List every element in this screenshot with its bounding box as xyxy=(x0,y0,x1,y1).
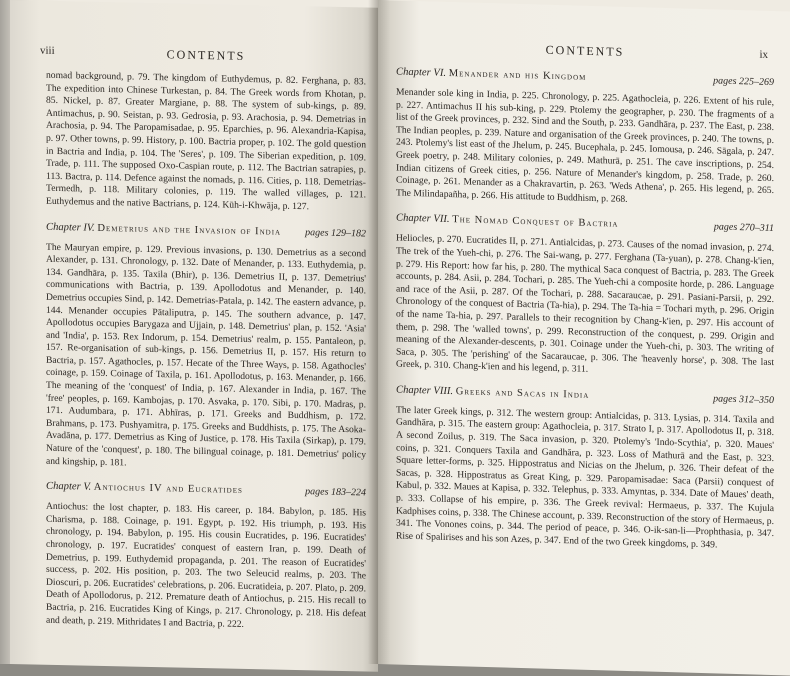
chapter-v-title: Antiochus IV and Eucratides xyxy=(93,481,243,497)
chapter-vi-pages: pages 225–269 xyxy=(713,75,774,89)
running-head-right xyxy=(396,39,774,65)
running-head-left xyxy=(40,44,366,67)
chapter-vii-pages: pages 270–311 xyxy=(713,221,774,235)
chapter-vi-label: Chapter VI. xyxy=(396,66,447,79)
chapter-v-text: Antiochus: the lost chapter, p. 183. His career, p. 184. Babylon, p. 185. His Charisma, p. 188. Coinage, p. 191. Egypt, p. 192. His triumph, p. 193. His chronology, p. 194. Babylon, p. 195. His cousin Eucratides, p. 196. Eucratides' chronology, p. 197. Eucratides' conquest of eastern Iran, p. 199. Death of Demetrius, p. 199. Euthydemid propaganda, p. 201. The reason of Eucratides' success, p. 202. His position, p. 203. The two Seleucid realms, p. 203. The Dioscuri, p. 206. Eucratides' celebrations, p. 206. Eucratideia, p. 207. Plato, p. 209. Death of Apollodorus, p. 212. Premature death of Antiochus, p. 215. His recall to Bactria, p. 216. Eucratides King of Kings, p. 217. Chronology, p. 218. His defeat and death, p. 219. Mithridates I and Bactria, p. 222. xyxy=(46,500,366,630)
chapter-vi-title: Menander and his Kingdom xyxy=(448,67,587,83)
chapter-vii-label: Chapter VII. xyxy=(396,212,450,226)
chapter-vii-title: The Nomad Conquest of Bactria xyxy=(452,214,619,231)
chapter-v-label: Chapter V. xyxy=(46,480,92,493)
left-page xyxy=(10,0,378,672)
chapter-vi-heading xyxy=(396,66,774,90)
chapter-viii-label: Chapter VIII. xyxy=(396,384,454,397)
chapter-viii-pages: pages 312–350 xyxy=(713,393,774,406)
chapter-viii-text: The later Greek kings, p. 312. The western group: Antialcidas, p. 313. Lysias, p. 314. Taxila and Gandhāra, p. 315. The eastern group: Agathocleia, p. 317. Strato I, p. 317. Apollodotus II, p. 318. A second Zoilus, p. 319. The Saca invasion, p. 320. Ptolemy's 'Indo-Scythia', p. 320. Maues' coins, p. 321. Conquers Taxila and Gandhāra, p. 323. Loss of Mathurā and the East, p. 323. Square letter-forms, p. 325. Hippostratus and Nicias on the Jhelum, p. 326. Their defeat of the Sacas, p. 328. Hippostratus as Great King, p. 329. Paropamisadae: Saca (Parsii) conquest of Kabul, p. 332. Maues at Kapisa, p. 332. Telephus, p. 333. Amyntas, p. 334. Date of Maues' death, p. 333. Collapse of his empire, p. 336. The Greek revival: Hermaeus, p. 337. The Kujula Kadphises coins, p. 338. The Chinese account, p. 339. Reconstruction of the story of Hermaeus, p. 341. The Vonones coins, p. 344. The period of peace, p. 346. O-ik-san-li—Prophthasia, p. 347. Rise of Spalirises and his son Azes, p. 347. End of the two Greek kingdoms, p. 349. xyxy=(396,404,774,551)
chapter-iv-heading xyxy=(46,220,366,240)
chapter-vi-text: Menander sole king in India, p. 225. Chronology, p. 225. Agathocleia, p. 226. Extent of his rule, p. 227. Antimachus II his sub-king, p. 229. Ptolemy the geographer, p. 230. The fragments of a list of the Greek provinces, p. 232. Sind and the South, p. 233. Gandhāra, p. 237. The East, p. 238. The Indian peoples, p. 239. Nature and organisation of the Greek provinces, p. 240. The towns, p. 243. Ptolemy's list east of the Jhelum, p. 245. Bucephala, p. 245. Iomousa, p. 246. Sāgala, p. 247. Greek poetry, p. 248. Military colonies, p. 249. Mathurā, p. 251. The cave inscriptions, p. 254. Indian citizens of Greek cities, p. 256. Nature of Menander's kingdom, p. 258. Trade, p. 260. Coinage, p. 261. Menander as a Chakravartin, p. 263. 'Weds Athena', p. 265. His legend, p. 265. The Milindapañha, p. 266. His attitude to Buddhism, p. 268. xyxy=(396,86,774,205)
running-head-text: CONTENTS xyxy=(545,42,625,59)
chapter-iv-label: Chapter IV. xyxy=(46,221,95,234)
chapter-vii-text: Heliocles, p. 270. Eucratides II, p. 271. Antialcidas, p. 273. Causes of the nomad invasion, p. 274. The trek of the Yueh-chi, p. 276. The Sai-wang, p. 277. Ferghana (Ta-yuan), p. 278. Chang-k'ien, p. 279. His Report: how far his, p. 280. The mythical Saca conquest of Bactria, p. 283. The Greek accounts, p. 284. Asii, p. 284. Tochari, p. 285. The Yueh-chi a composite horde, p. 286. Language and race of the Asii, p. 287. Of the Tochari, p. 288. Sacaraucae, p. 291. Pasiani-Parsii, p. 292. Chronology of the conquest of Bactria (Ta-hia), p. 294. The Ta-hia = Tochari myth, p. 296. Origin of the name Ta-hia, p. 297. Parallels to their recognition by Chang-k'ien, p. 297. His account of them, p. 298. The 'walled towns', p. 299. Reconstruction of the conquest, p. 299. Origin and meaning of the Alexander-descents, p. 301. Coinage under the Yueh-chi, p. 303. The writing of Saca, p. 305. The 'perishing' of the Sacaraucae, p. 306. The 'heavenly horse', p. 308. The last Greek, p. 310. Chang-k'ien and his legend, p. 311. xyxy=(396,232,774,376)
running-head-text: CONTENTS xyxy=(166,47,246,63)
intro-text: nomad background, p. 79. The kingdom of Euthydemus, p. 82. Ferghana, p. 83. The expedition into Chinese Turkestan, p. 84. The Greek words from Khotan, p. 85. Nickel, p. 87. Greater Margiane, p. 88. The system of sub-kings, p. 89. Antimachus, p. 90. Seistan, p. 93. Gedrosia, p. 93. Arachosia, p. 94. Demetrias in Arachosia, p. 94. The Paropamisadae, p. 95. Eparchies, p. 96. Alexandria-Kapisa, p. 97. Other towns, p. 99. History, p. 100. Bactria proper, p. 102. The gold question in Bactria and India, p. 104. The 'Seres', p. 109. The Siberian expedition, p. 109. Trade, p. 111. The supposed Oxo-Caspian route, p. 112. The Bactrian satrapies, p. 113. Bactra, p. 114. Defence against the nomads, p. 116. Cities, p. 118. Demetrias-Termedh, p. 118. Military colonies, p. 119. The walled villages, p. 121. Euthydemus and the native Bactrians, p. 124. Kūh-i-Khwāja, p. 127. xyxy=(46,69,366,213)
chapter-iv-text: The Mauryan empire, p. 129. Previous invasions, p. 130. Demetrius as a second Alexander, p. 131. Chronology, p. 132. Date of Menander, p. 133. Euthydemia, p. 134. Gandhāra, p. 135. Taxila (Bhir), p. 136. Demetrius II, p. 137. Demetrius' communications with Bactria, p. 139. Apollodotus and Menander, p. 140. Demetrius occupies Sind, p. 142. Demetrias-Patala, p. 142. The eastern advance, p. 144. Menander occupies Pātaliputra, p. 145. The southern advance, p. 147. Apollodotus occupies Barygaza and Ujjain, p. 148. Demetrius' plan, p. 152. 'Asia' and 'India', p. 153. Rex Indorum, p. 154. Demetrius' realm, p. 155. Pantaleon, p. 157. Re-organisation of sub-kings, p. 156. Demetrius II, p. 157. His return to Bactria, p. 157. Agathocles, p. 157. Hecate of the Three Ways, p. 158. Agathocles' coinage, p. 159. Coinage of Taxila, p. 161. Apollodotus, p. 163. Menander, p. 166. The meaning of the 'conquest' of India, p. 167. Alexander in India, p. 167. The 'free' peoples, p. 169. Kambojas, p. 170. Asvaka, p. 170. Sibi, p. 170. Madras, p. 171. Audumbara, p. 171. Abhīras, p. 171. Greeks and Buddhism, p. 172. Brahmans, p. 173. Pushyamitra, p. 175. Greeks and Buddhists, p. 175. The Asoka-Avadāna, p. 177. Demetrius as King of Justice, p. 178. His Taxila (Sirkap), p. 179. Nature of the 'conquest', p. 180. The bilingual coinage, p. 181. Demetrius' policy and kingship, p. 181. xyxy=(46,241,366,469)
right-page xyxy=(378,0,790,676)
chapter-vii-heading xyxy=(396,212,774,236)
chapter-iv-pages: pages 129–182 xyxy=(305,226,366,239)
chapter-v-heading xyxy=(46,480,366,500)
page-number-left: viii xyxy=(40,44,55,57)
chapter-iv-title: Demetrius and the Invasion of India xyxy=(97,222,282,238)
chapter-viii-title: Greeks and Sacas in India xyxy=(455,386,590,401)
page-number-right: ix xyxy=(759,48,768,61)
chapter-v-pages: pages 183–224 xyxy=(305,486,366,499)
chapter-viii-heading xyxy=(396,383,774,407)
